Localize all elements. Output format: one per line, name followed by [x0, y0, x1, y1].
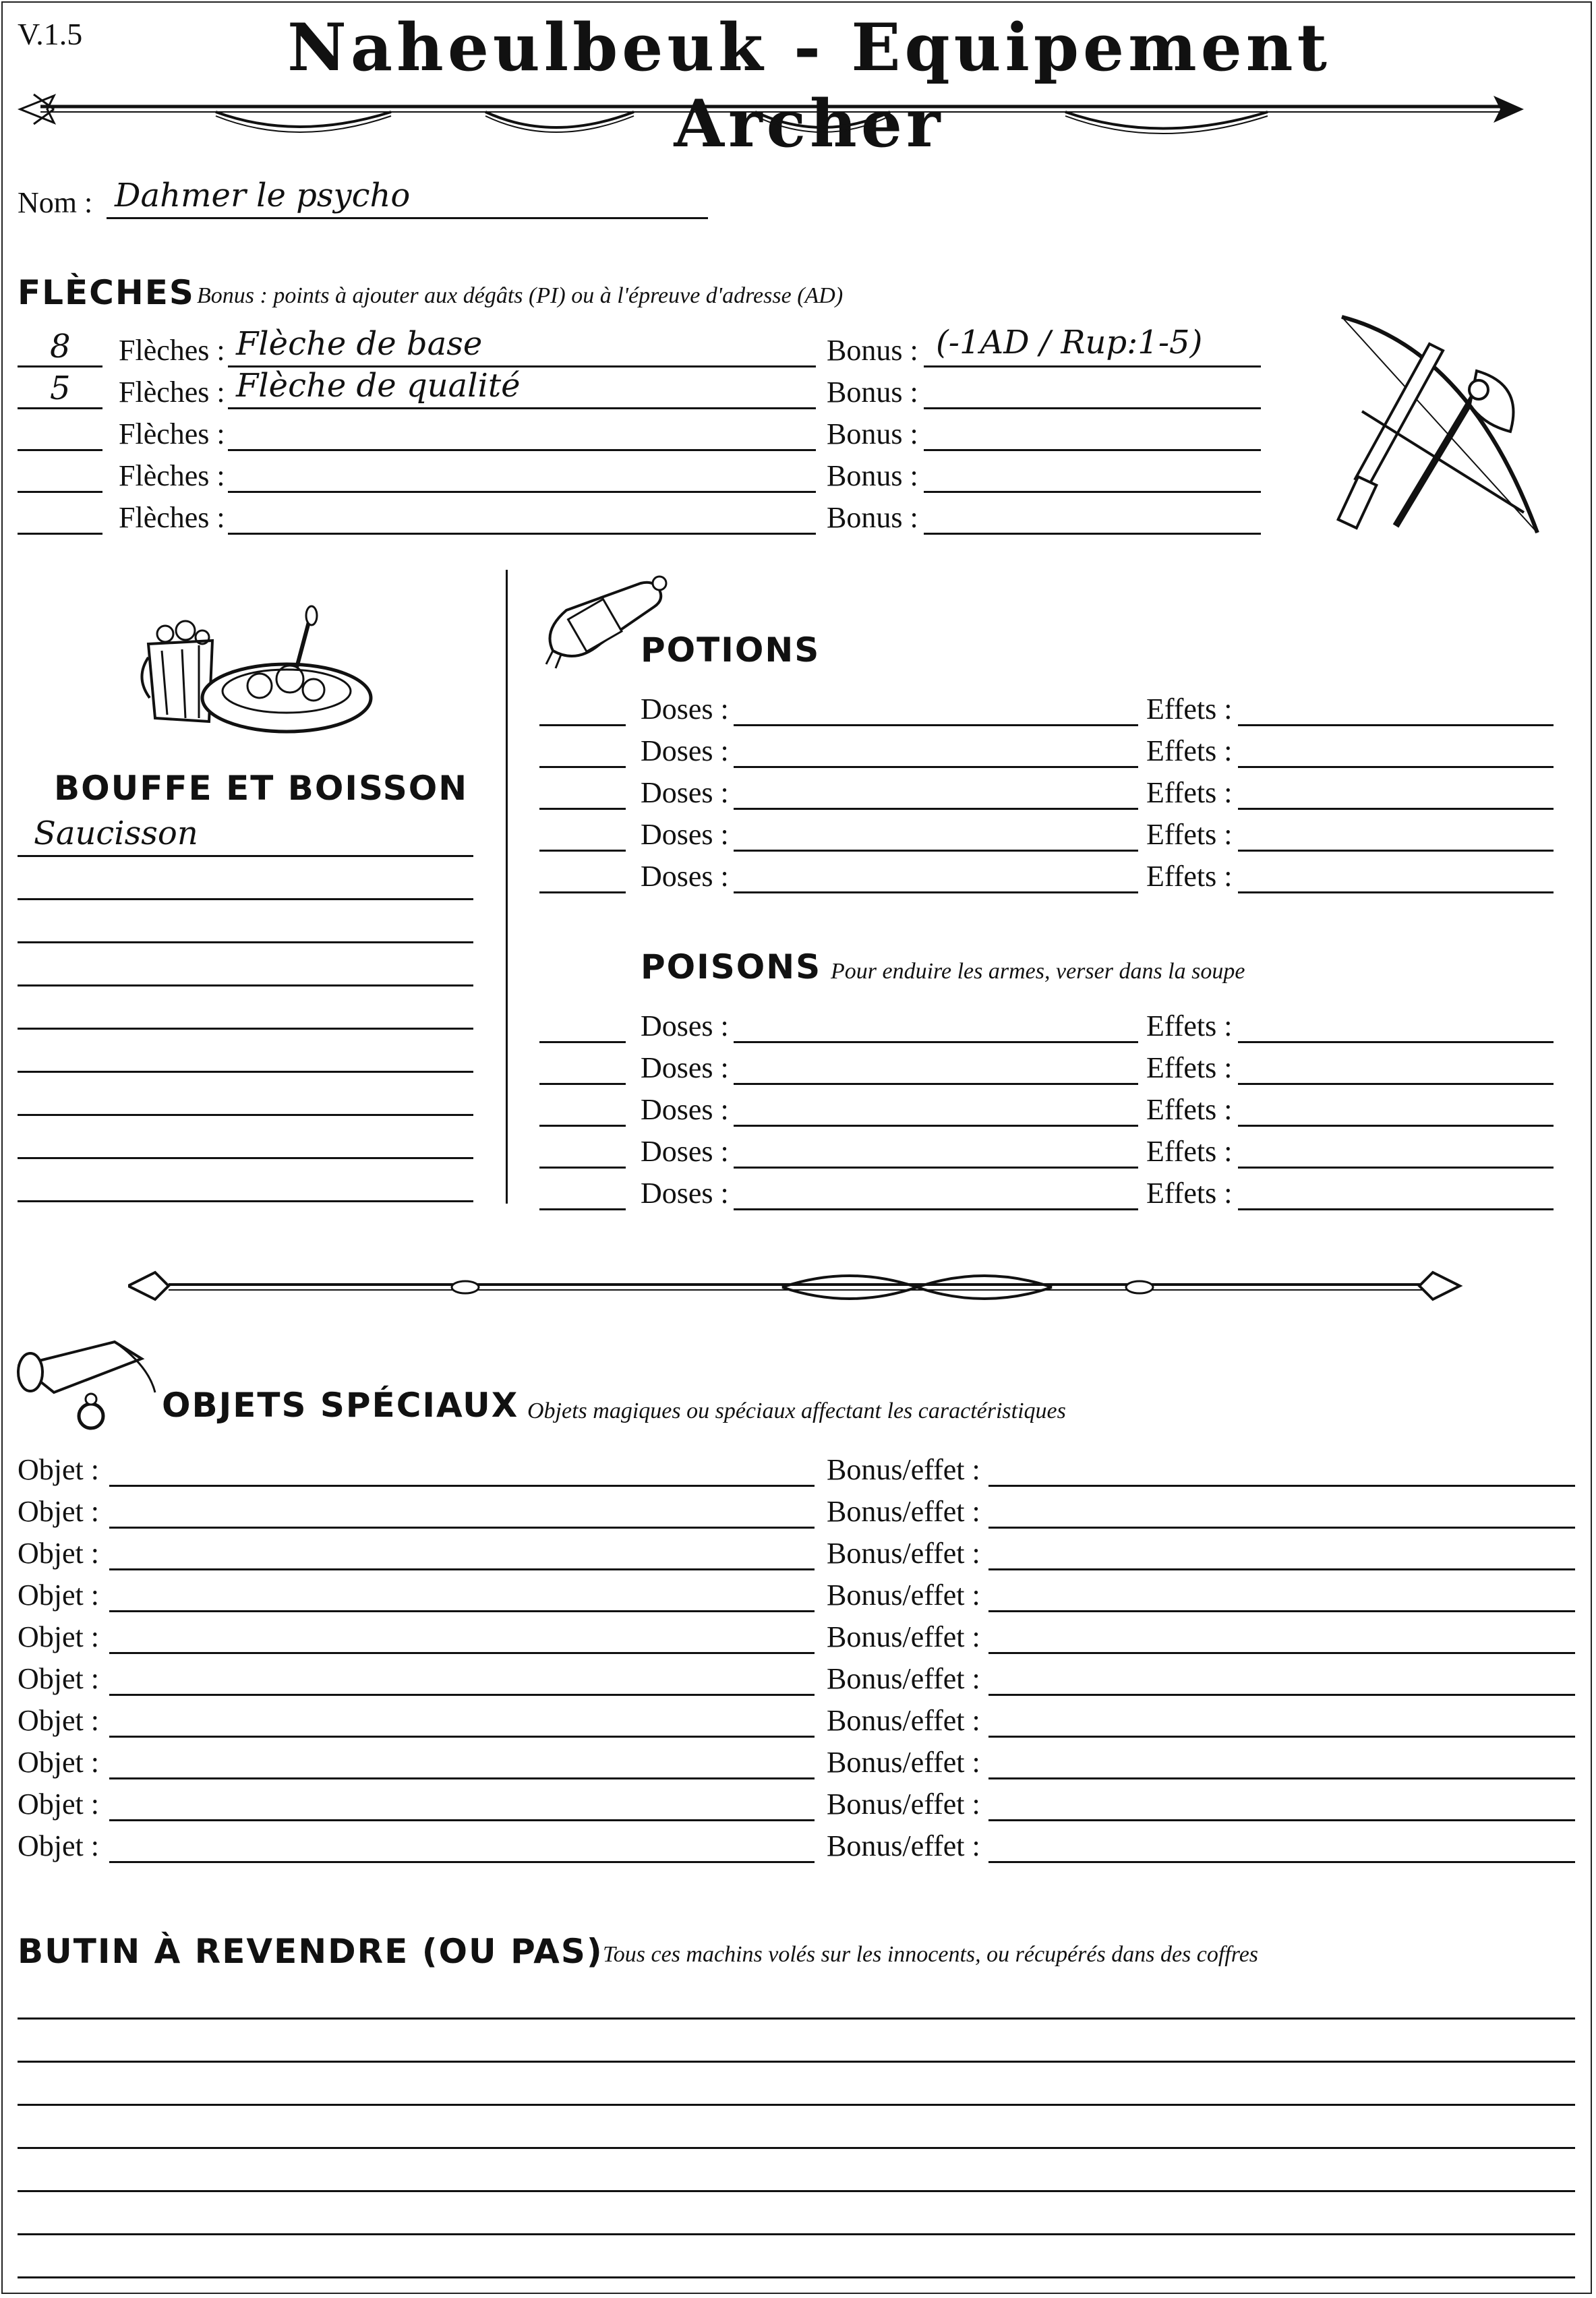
object-line[interactable]	[109, 1736, 815, 1738]
dose-qty-line[interactable]	[539, 1083, 626, 1085]
object-effect-label: Bonus/effet :	[827, 1746, 980, 1779]
effects-label: Effets :	[1146, 1177, 1233, 1210]
staff-divider-icon	[128, 1258, 1463, 1312]
food-line[interactable]	[18, 1200, 473, 1202]
object-label: Objet :	[18, 1620, 99, 1653]
effects-line[interactable]	[1238, 1083, 1554, 1085]
arrow-qty-line[interactable]	[18, 365, 102, 367]
arrow-name-line[interactable]	[228, 533, 816, 535]
arrow-bonus-line[interactable]	[924, 407, 1261, 409]
object-effect-line[interactable]	[988, 1861, 1575, 1863]
object-effect-label: Bonus/effet :	[827, 1829, 980, 1862]
object-effect-line[interactable]	[988, 1694, 1575, 1696]
loot-line[interactable]	[18, 2233, 1575, 2235]
effects-label: Effets :	[1146, 1009, 1233, 1042]
effects-line[interactable]	[1238, 808, 1554, 810]
loot-line[interactable]	[18, 2017, 1575, 2020]
arrow-bonus-label: Bonus :	[827, 334, 918, 367]
arrow-qty-line[interactable]	[18, 449, 102, 451]
arrow-row-label: Flèches :	[119, 459, 225, 492]
arrow-bonus-label: Bonus :	[827, 501, 918, 534]
object-effect-line[interactable]	[988, 1819, 1575, 1821]
doses-label: Doses :	[641, 860, 729, 893]
food-title: BOUFFE ET BOISSON	[54, 769, 469, 808]
food-line[interactable]	[18, 898, 473, 900]
object-effect-line[interactable]	[988, 1610, 1575, 1612]
object-effect-label: Bonus/effet :	[827, 1704, 980, 1737]
dose-name-line[interactable]	[734, 808, 1138, 810]
dose-qty-line[interactable]	[539, 1125, 626, 1127]
name-line	[107, 217, 708, 219]
arrow-bonus-label: Bonus :	[827, 417, 918, 450]
doses-label: Doses :	[641, 1177, 729, 1210]
arrow-row-label: Flèches :	[119, 376, 225, 409]
arrow-name-value[interactable]: Flèche de qualité	[236, 367, 521, 405]
potions-title: POTIONS	[641, 630, 821, 670]
page-title: Naheulbeuk - Equipement Archer	[287, 9, 1331, 162]
object-label: Objet :	[18, 1453, 99, 1486]
effects-line[interactable]	[1238, 1125, 1554, 1127]
poisons-title: POISONS	[641, 947, 822, 986]
food-line[interactable]	[18, 1028, 473, 1030]
loot-line[interactable]	[18, 2104, 1575, 2106]
arrows-subtitle: Bonus : points à ajouter aux dégâts (PI) ou à l'épreuve d'adresse (AD)	[197, 283, 844, 308]
arrow-banner-icon	[13, 81, 1531, 148]
food-item-value[interactable]: Saucisson	[34, 815, 198, 852]
object-effect-label: Bonus/effet :	[827, 1662, 980, 1695]
object-effect-line[interactable]	[988, 1736, 1575, 1738]
object-effect-line[interactable]	[988, 1568, 1575, 1570]
dose-qty-line[interactable]	[539, 724, 626, 726]
object-effect-label: Bonus/effet :	[827, 1495, 980, 1528]
object-effect-line[interactable]	[988, 1485, 1575, 1487]
object-line[interactable]	[109, 1568, 815, 1570]
doses-label: Doses :	[641, 693, 729, 726]
arrow-bonus-value[interactable]: (-1AD / Rup:1-5)	[936, 324, 1203, 361]
dose-qty-line[interactable]	[539, 891, 626, 893]
object-line[interactable]	[109, 1777, 815, 1779]
effects-label: Effets :	[1146, 1135, 1233, 1168]
object-effect-label: Bonus/effet :	[827, 1579, 980, 1612]
dose-name-line[interactable]	[734, 1208, 1138, 1210]
object-line[interactable]	[109, 1861, 815, 1863]
object-label: Objet :	[18, 1495, 99, 1528]
dose-name-line[interactable]	[734, 766, 1138, 768]
object-line[interactable]	[109, 1694, 815, 1696]
arrow-bonus-line[interactable]	[924, 491, 1261, 493]
dose-name-line[interactable]	[734, 1041, 1138, 1043]
food-plate-icon	[135, 603, 378, 738]
effects-label: Effets :	[1146, 860, 1233, 893]
effects-label: Effets :	[1146, 1051, 1233, 1084]
version-label: V.1.5	[18, 17, 83, 51]
arrow-qty-line[interactable]	[18, 533, 102, 535]
object-line[interactable]	[109, 1610, 815, 1612]
object-line[interactable]	[109, 1652, 815, 1654]
arrow-qty-value[interactable]: 5	[50, 370, 71, 407]
effects-line[interactable]	[1238, 724, 1554, 726]
loot-line[interactable]	[18, 2147, 1575, 2149]
dose-name-line[interactable]	[734, 850, 1138, 852]
arrow-bonus-label: Bonus :	[827, 459, 918, 492]
effects-line[interactable]	[1238, 891, 1554, 893]
dose-qty-line[interactable]	[539, 808, 626, 810]
dose-qty-line[interactable]	[539, 1041, 626, 1043]
object-effect-label: Bonus/effet :	[827, 1620, 980, 1653]
doses-label: Doses :	[641, 1009, 729, 1042]
effects-line[interactable]	[1238, 1208, 1554, 1210]
dose-name-line[interactable]	[734, 1167, 1138, 1169]
loot-line[interactable]	[18, 2276, 1575, 2278]
food-line[interactable]	[18, 984, 473, 986]
object-label: Objet :	[18, 1704, 99, 1737]
object-label: Objet :	[18, 1579, 99, 1612]
doses-label: Doses :	[641, 734, 729, 767]
effects-line[interactable]	[1238, 1041, 1554, 1043]
arrow-bonus-line[interactable]	[924, 449, 1261, 451]
scroll-ring-icon	[13, 1332, 162, 1433]
arrow-qty-line[interactable]	[18, 491, 102, 493]
doses-label: Doses :	[641, 1135, 729, 1168]
dose-qty-line[interactable]	[539, 766, 626, 768]
object-label: Objet :	[18, 1662, 99, 1695]
dose-name-line[interactable]	[734, 1083, 1138, 1085]
doses-label: Doses :	[641, 818, 729, 851]
arrow-qty-value[interactable]: 8	[50, 328, 71, 365]
column-divider	[506, 570, 508, 1204]
effects-label: Effets :	[1146, 693, 1233, 726]
arrow-row-label: Flèches :	[119, 501, 225, 534]
effects-label: Effets :	[1146, 1093, 1233, 1126]
loot-title: BUTIN À REVENDRE (OU PAS)	[18, 1932, 603, 1971]
object-effect-line[interactable]	[988, 1527, 1575, 1529]
effects-label: Effets :	[1146, 818, 1233, 851]
arrow-name-line[interactable]	[228, 407, 816, 409]
arrow-name-line[interactable]	[228, 449, 816, 451]
object-label: Objet :	[18, 1537, 99, 1570]
doses-label: Doses :	[641, 776, 729, 809]
object-effect-label: Bonus/effet :	[827, 1453, 980, 1486]
loot-subtitle: Tous ces machins volés sur les innocents, ou récupérés dans des coffres	[603, 1942, 1259, 1967]
object-label: Objet :	[18, 1829, 99, 1862]
food-line[interactable]	[18, 1071, 473, 1073]
name-label: Nom :	[18, 186, 93, 219]
arrow-bonus-label: Bonus :	[827, 376, 918, 409]
loot-line[interactable]	[18, 2061, 1575, 2063]
special-subtitle: Objets magiques ou spéciaux affectant les caractéristiques	[527, 1398, 1066, 1423]
object-line[interactable]	[109, 1485, 815, 1487]
object-effect-line[interactable]	[988, 1652, 1575, 1654]
loot-line[interactable]	[18, 2190, 1575, 2192]
object-effect-line[interactable]	[988, 1777, 1575, 1779]
arrows-title: FLÈCHES	[18, 273, 195, 312]
dose-name-line[interactable]	[734, 724, 1138, 726]
arrow-bonus-line[interactable]	[924, 365, 1261, 367]
doses-label: Doses :	[641, 1093, 729, 1126]
dose-qty-line[interactable]	[539, 1167, 626, 1169]
dose-qty-line[interactable]	[539, 1208, 626, 1210]
food-line[interactable]	[18, 1114, 473, 1116]
dose-qty-line[interactable]	[539, 850, 626, 852]
effects-label: Effets :	[1146, 734, 1233, 767]
arrow-row-label: Flèches :	[119, 334, 225, 367]
object-label: Objet :	[18, 1788, 99, 1821]
object-effect-label: Bonus/effet :	[827, 1537, 980, 1570]
object-effect-label: Bonus/effet :	[827, 1788, 980, 1821]
food-line[interactable]	[18, 941, 473, 943]
name-value[interactable]: Dahmer le psycho	[115, 177, 411, 214]
special-title: OBJETS SPÉCIAUX	[162, 1386, 519, 1425]
object-line[interactable]	[109, 1527, 815, 1529]
arrow-name-line[interactable]	[228, 491, 816, 493]
effects-label: Effets :	[1146, 776, 1233, 809]
effects-line[interactable]	[1238, 850, 1554, 852]
arrow-row-label: Flèches :	[119, 417, 225, 450]
arrow-name-value[interactable]: Flèche de base	[236, 325, 483, 363]
dose-name-line[interactable]	[734, 1125, 1138, 1127]
object-label: Objet :	[18, 1746, 99, 1779]
effects-line[interactable]	[1238, 1167, 1554, 1169]
crossed-weapons-icon	[1322, 310, 1564, 553]
arrow-bonus-line[interactable]	[924, 533, 1261, 535]
food-line[interactable]	[18, 1157, 473, 1159]
object-line[interactable]	[109, 1819, 815, 1821]
effects-line[interactable]	[1238, 766, 1554, 768]
poisons-subtitle: Pour enduire les armes, verser dans la soupe	[831, 959, 1245, 984]
dose-name-line[interactable]	[734, 891, 1138, 893]
doses-label: Doses :	[641, 1051, 729, 1084]
food-line[interactable]	[18, 855, 473, 857]
arrow-qty-line[interactable]	[18, 407, 102, 409]
